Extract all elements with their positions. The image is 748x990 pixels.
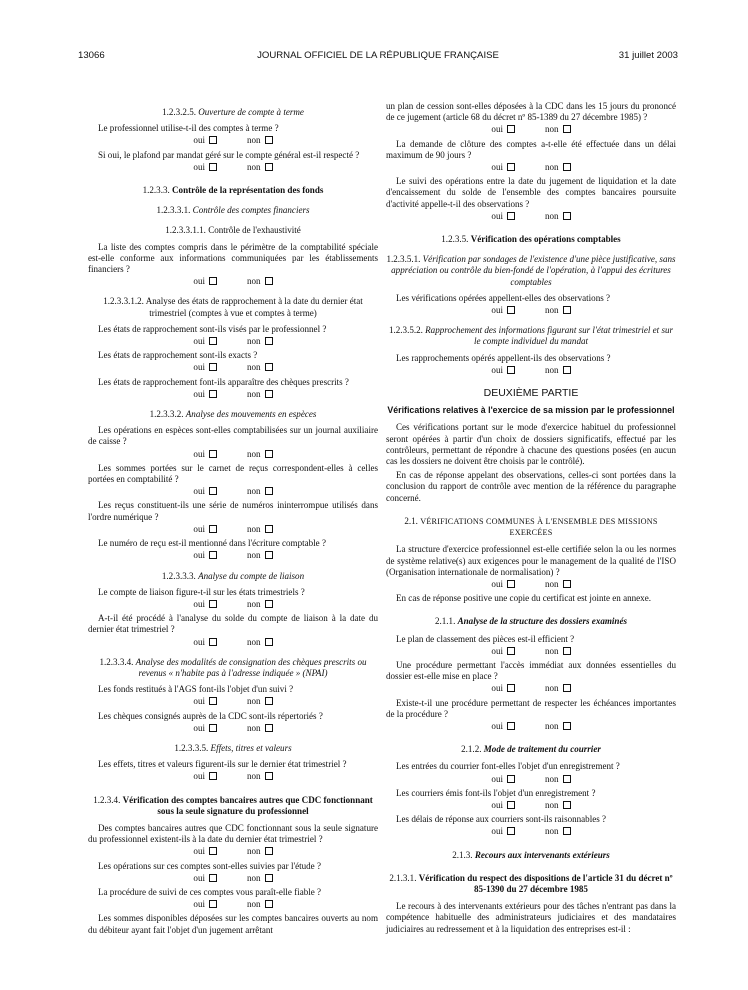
- yes-checkbox[interactable]: [507, 306, 515, 314]
- no-checkbox[interactable]: [563, 163, 571, 171]
- no-label: non: [544, 826, 559, 837]
- section-title: Analyse du compte de liaison: [198, 570, 305, 581]
- question-text: Les états de rapprochement sont-ils exacts ?: [98, 350, 258, 361]
- right-column: [386, 98, 676, 935]
- yes-label: oui: [491, 578, 503, 589]
- answer-row: [88, 276, 378, 287]
- yes-label: oui: [193, 448, 205, 459]
- question-text: A-t-il été procédé à l'analyse du solde du compte de liaison à la date du dernier état trimestriel ?: [88, 613, 378, 635]
- question-text: La structure d'exercice professionnel est-elle certifiée selon la ou les normes de système relative(s) aux exigences pour le management de la qualité de l'ISO (Organisation internationale de normalisation) ?: [386, 544, 676, 577]
- yes-checkbox[interactable]: [209, 551, 217, 559]
- no-checkbox[interactable]: [265, 136, 273, 144]
- section-title: Recours aux intervenants extérieurs: [474, 849, 610, 860]
- yes-label: oui: [491, 210, 503, 221]
- yes-checkbox[interactable]: [209, 638, 217, 646]
- no-checkbox[interactable]: [563, 212, 571, 220]
- no-label: non: [544, 645, 559, 656]
- no-label: non: [246, 771, 261, 782]
- question-text: Les délais de réponse aux courriers sont-ils raisonnables ?: [396, 814, 607, 825]
- answer-row: [88, 899, 378, 910]
- section-heading: [88, 657, 378, 679]
- question-text: Une procédure permettant l'accès immédiat aux données essentielles du dossier est-elle mise en place ?: [386, 659, 676, 682]
- yes-checkbox[interactable]: [507, 684, 515, 692]
- yes-label: oui: [193, 388, 205, 399]
- yes-label: oui: [193, 336, 205, 347]
- no-label: non: [246, 696, 261, 707]
- yes-checkbox[interactable]: [209, 450, 217, 458]
- section-number: 1.2.3.3.: [142, 185, 173, 196]
- question-text: Les états de rapprochement sont-ils visés par le professionnel ?: [98, 323, 327, 334]
- section-title: Effets, titres et valeurs: [210, 742, 292, 753]
- no-checkbox[interactable]: [265, 277, 273, 285]
- section-title: Analyse des mouvements en espèces: [185, 409, 317, 420]
- section-title: Mode de traitement du courrier: [483, 744, 601, 755]
- question-text: un plan de cession sont-elles déposées à la CDC dans les 15 jours du prononcé de ce jugement (article 68 du décret nº 85-1389 du 27 décembre 1985) ?: [386, 101, 676, 123]
- yes-checkbox[interactable]: [507, 163, 515, 171]
- yes-checkbox[interactable]: [209, 600, 217, 608]
- no-checkbox[interactable]: [265, 551, 273, 559]
- question-text: Si oui, le plafond par mandat géré sur le compte général est-il respecté ?: [98, 149, 360, 160]
- section-title: Analyse de la structure des dossiers examinés: [457, 616, 627, 627]
- section-number: 1.2.3.3.1.1.: [165, 225, 209, 236]
- no-checkbox[interactable]: [563, 827, 571, 835]
- page-number: 13066: [78, 50, 105, 61]
- no-checkbox[interactable]: [563, 366, 571, 374]
- left-column: [88, 98, 378, 936]
- answer-row: [386, 162, 676, 173]
- section-heading: [386, 744, 676, 755]
- section-heading: [88, 296, 378, 318]
- part-subtitle: Vérifications relatives à l'exercice de sa mission par le professionnel: [387, 405, 675, 416]
- section-number: 1.2.3.3.1.: [156, 205, 193, 216]
- section-title: Rapprochement des informations figurant sur l'état trimestriel et sur le compte individuel du mandat: [425, 325, 674, 347]
- section-number: 1.2.3.3.1.2.: [103, 296, 146, 307]
- no-label: non: [246, 846, 261, 857]
- answer-row: [386, 305, 676, 316]
- yes-checkbox[interactable]: [209, 900, 217, 908]
- yes-checkbox[interactable]: [507, 125, 515, 133]
- no-checkbox[interactable]: [265, 874, 273, 882]
- section-title: Vérification par sondages de l'existence d'une pièce justificative, sans appréciation ou contrôle du bien-fondé de l'opération, à l'appui des écritures comptables: [391, 254, 676, 287]
- answer-row: [88, 449, 378, 460]
- yes-checkbox[interactable]: [209, 487, 217, 495]
- no-label: non: [246, 336, 261, 347]
- yes-label: oui: [193, 636, 205, 647]
- no-checkbox[interactable]: [265, 487, 273, 495]
- no-checkbox[interactable]: [265, 390, 273, 398]
- section-title: Contrôle des comptes financiers: [192, 205, 310, 216]
- yes-label: oui: [193, 722, 205, 733]
- section-number: 2.1.2.: [461, 744, 484, 755]
- yes-checkbox[interactable]: [507, 580, 515, 588]
- answer-row: [386, 211, 676, 222]
- question-text: Les états de rapprochement font-ils apparaître des chèques prescrits ?: [98, 376, 349, 387]
- no-label: non: [544, 578, 559, 589]
- no-label: non: [544, 124, 559, 135]
- question-text: Les chèques consignés auprès de la CDC sont-ils répertoriés ?: [98, 710, 323, 721]
- no-checkbox[interactable]: [265, 772, 273, 780]
- no-checkbox[interactable]: [265, 600, 273, 608]
- yes-label: oui: [491, 645, 503, 656]
- section-heading: [386, 254, 676, 288]
- no-checkbox[interactable]: [563, 306, 571, 314]
- yes-checkbox[interactable]: [209, 525, 217, 533]
- answer-row: [88, 524, 378, 535]
- no-label: non: [246, 636, 261, 647]
- answer-row: [88, 846, 378, 857]
- journal-title: JOURNAL OFFICIEL DE LA RÉPUBLIQUE FRANÇAISE: [257, 50, 499, 61]
- yes-label: oui: [193, 486, 205, 497]
- section-number: 2.1.3.1.: [389, 872, 419, 883]
- section-title: Analyse des modalités de consignation des chèques prescrits ou revenus « n'habite pas à l'adresse indiquée » (NPAI): [135, 656, 367, 678]
- no-label: non: [246, 135, 261, 146]
- yes-label: oui: [193, 872, 205, 883]
- question-text: Les sommes portées sur le carnet de reçus correspondent-elles à celles portées en comptabilité ?: [88, 462, 378, 485]
- section-heading: [386, 234, 676, 245]
- no-checkbox[interactable]: [563, 801, 571, 809]
- no-label: non: [544, 799, 559, 810]
- yes-label: oui: [491, 799, 503, 810]
- yes-label: oui: [193, 135, 205, 146]
- yes-label: oui: [193, 523, 205, 534]
- section-number: 1.2.3.2.5.: [162, 107, 199, 117]
- no-checkbox[interactable]: [265, 900, 273, 908]
- yes-checkbox[interactable]: [507, 212, 515, 220]
- no-label: non: [246, 161, 261, 172]
- question-text: Les effets, titres et valeurs figurent-ils sur le dernier état trimestriel ?: [98, 759, 347, 770]
- answer-row: [88, 637, 378, 648]
- question-text: La liste des comptes compris dans le périmètre de la comptabilité spéciale est-elle conforme aux informations communiquées par les établissements financiers ?: [88, 241, 378, 275]
- no-label: non: [246, 598, 261, 609]
- yes-checkbox[interactable]: [507, 775, 515, 783]
- question-text: Les rapprochements opérés appellent-ils des observations ?: [396, 352, 611, 363]
- section-heading: [88, 185, 378, 196]
- no-checkbox[interactable]: [265, 638, 273, 646]
- section-heading: [88, 409, 378, 420]
- paragraph: Le recours à des intervenants extérieurs pour des tâches n'entrant pas dans la compétence habituelle des administrateurs judiciaires et des mandataires judiciaires au redressement et à la liquidation des entreprises est-il :: [386, 901, 676, 934]
- question-text: Les courriers émis font-ils l'objet d'un enregistrement ?: [396, 787, 596, 798]
- answer-row: [386, 124, 676, 135]
- section-number: 1.2.3.3.5.: [174, 742, 211, 753]
- section-number: 1.2.3.3.3.: [161, 570, 199, 581]
- answer-row: [88, 696, 378, 707]
- no-checkbox[interactable]: [265, 337, 273, 345]
- yes-checkbox[interactable]: [209, 772, 217, 780]
- no-label: non: [246, 523, 261, 534]
- answer-row: [88, 135, 378, 146]
- answer-row: [386, 683, 676, 694]
- part-title: DEUXIÈME PARTIE: [483, 387, 579, 400]
- answer-row: [88, 723, 378, 734]
- section-number: 1.2.3.5.: [441, 234, 471, 245]
- paragraph: Ces vérifications portant sur le mode d'exercice habituel du professionnel seront opérées à partir d'un choix de dossiers significatifs, effectué par les contrôleurs, permettant de répondre à chacune des questions posées (en aucun cas les dossiers ne doivent être choisis par le contrôlé).: [386, 422, 676, 467]
- section-title: Vérification des comptes bancaires autres que CDC fonctionnant sous la seule signature du professionnel: [122, 794, 373, 816]
- no-label: non: [544, 364, 559, 375]
- section-number: 1.2.3.5.1.: [386, 254, 423, 265]
- yes-label: oui: [193, 276, 205, 287]
- answer-row: [88, 486, 378, 497]
- question-text: Des comptes bancaires autres que CDC fonctionnant sous la seule signature du professionnel existent-ils à la date du dernier état trimestriel ?: [88, 822, 378, 845]
- answer-row: [386, 579, 676, 590]
- answer-row: [386, 365, 676, 376]
- section-heading: [386, 325, 676, 347]
- publication-date: 31 juillet 2003: [618, 50, 678, 61]
- no-checkbox[interactable]: [265, 450, 273, 458]
- question-text: En cas de réponse positive une copie du certificat est jointe en annexe.: [396, 593, 651, 604]
- yes-checkbox[interactable]: [209, 136, 217, 144]
- section-heading: [386, 850, 676, 861]
- no-label: non: [246, 899, 261, 910]
- no-label: non: [246, 550, 261, 561]
- section-number: 2.1.1.: [434, 616, 458, 627]
- section-heading: [88, 225, 378, 236]
- no-checkbox[interactable]: [265, 847, 273, 855]
- answer-row: [88, 550, 378, 561]
- no-checkbox[interactable]: [563, 684, 571, 692]
- question-text: Existe-t-il une procédure permettant de respecter les échéances importantes de la procédure ?: [386, 697, 676, 719]
- section-title: Analyse des états de rapprochement à la date du dernier état trimestriel (comptes à vue et comptes à terme): [145, 296, 363, 318]
- yes-label: oui: [193, 598, 205, 609]
- no-checkbox[interactable]: [265, 525, 273, 533]
- no-label: non: [246, 872, 261, 883]
- answer-row: [386, 774, 676, 785]
- yes-label: oui: [193, 362, 205, 373]
- section-title: Contrôle de la représentation des fonds: [172, 185, 324, 196]
- yes-checkbox[interactable]: [209, 724, 217, 732]
- section-heading: [88, 795, 378, 817]
- yes-label: oui: [193, 550, 205, 561]
- question-text: Les fonds restitués à l'AGS font-ils l'objet d'un suivi ?: [98, 684, 294, 695]
- yes-label: oui: [491, 305, 503, 316]
- no-label: non: [246, 276, 261, 287]
- question-text: Les sommes disponibles déposées sur les comptes bancaires ouverts au nom du débiteur ayant fait l'objet d'un jugement arrêtant: [88, 913, 378, 935]
- section-number: 2.1.: [404, 515, 421, 526]
- no-checkbox[interactable]: [563, 647, 571, 655]
- yes-checkbox[interactable]: [209, 390, 217, 398]
- question-text: Les reçus constituent-ils une série de numéros ininterrompue utilisés dans l'ordre numérique ?: [88, 500, 378, 522]
- section-heading: [386, 873, 676, 895]
- question-text: Le plan de classement des pièces est-il efficient ?: [396, 633, 575, 644]
- yes-label: oui: [491, 364, 503, 375]
- question-text: La procédure de suivi de ces comptes vous paraît-elle fiable ?: [98, 886, 322, 897]
- page-header: [78, 50, 678, 64]
- no-checkbox[interactable]: [563, 580, 571, 588]
- yes-label: oui: [491, 124, 503, 135]
- yes-checkbox[interactable]: [209, 337, 217, 345]
- yes-label: oui: [193, 696, 205, 707]
- no-checkbox[interactable]: [265, 697, 273, 705]
- answer-row: [88, 162, 378, 173]
- section-title: VÉRIFICATIONS COMMUNES À L'ENSEMBLE DES MISSIONS EXERCÉES: [420, 516, 658, 538]
- question-text: Les opérations sur ces comptes sont-elles suivies par l'étude ?: [98, 860, 321, 871]
- no-label: non: [544, 305, 559, 316]
- paragraph: En cas de réponse appelant des observations, celles-ci sont portées dans la conclusion du rapport de contrôle avec mention de la référence du paragraphe concerné.: [386, 470, 676, 503]
- yes-checkbox[interactable]: [507, 801, 515, 809]
- yes-label: oui: [491, 683, 503, 694]
- answer-row: [88, 599, 378, 610]
- question-text: La demande de clôture des comptes a-t-elle été effectuée dans un délai maximum de 90 jours ?: [386, 138, 676, 160]
- no-label: non: [246, 722, 261, 733]
- yes-label: oui: [193, 846, 205, 857]
- no-label: non: [246, 448, 261, 459]
- question-text: Le numéro de reçu est-il mentionné dans l'écriture comptable ?: [98, 538, 326, 549]
- no-checkbox[interactable]: [265, 724, 273, 732]
- no-label: non: [544, 683, 559, 694]
- answer-row: [88, 771, 378, 782]
- no-label: non: [544, 210, 559, 221]
- answer-row: [88, 389, 378, 400]
- question-text: Les opérations en espèces sont-elles comptabilisées sur un journal auxiliaire de caisse ?: [88, 425, 378, 447]
- question-text: Les vérifications opérées appellent-elles des observations ?: [396, 292, 611, 303]
- section-heading: [88, 571, 378, 582]
- section-heading: [386, 516, 676, 538]
- yes-checkbox[interactable]: [209, 277, 217, 285]
- question-text: Le compte de liaison figure-t-il sur les états trimestriels ?: [98, 586, 305, 597]
- no-checkbox[interactable]: [563, 722, 571, 730]
- no-label: non: [246, 362, 261, 373]
- answer-row: [88, 873, 378, 884]
- section-title: Vérification du respect des dispositions de l'article 31 du décret nº 85-1390 du 27 décembre 1985: [418, 872, 673, 894]
- section-number: 1.2.3.5.2.: [388, 325, 426, 336]
- answer-row: [386, 721, 676, 732]
- yes-checkbox[interactable]: [507, 366, 515, 374]
- yes-label: oui: [491, 773, 503, 784]
- section-title: Vérification des opérations comptables: [470, 234, 621, 245]
- no-checkbox[interactable]: [563, 775, 571, 783]
- no-label: non: [544, 720, 559, 731]
- no-label: non: [544, 773, 559, 784]
- section-number: 1.2.3.4.: [93, 794, 123, 805]
- yes-label: oui: [491, 162, 503, 173]
- section-heading: [386, 616, 676, 627]
- section-heading: [88, 107, 378, 118]
- no-checkbox[interactable]: [563, 125, 571, 133]
- yes-label: oui: [491, 826, 503, 837]
- no-label: non: [246, 486, 261, 497]
- section-heading: [88, 743, 378, 754]
- no-checkbox[interactable]: [265, 363, 273, 371]
- yes-label: oui: [193, 771, 205, 782]
- section-title: Contrôle de l'exhaustivité: [208, 225, 301, 236]
- yes-checkbox[interactable]: [507, 827, 515, 835]
- answer-row: [386, 646, 676, 657]
- section-number: 1.2.3.3.4.: [99, 656, 136, 667]
- no-label: non: [544, 162, 559, 173]
- yes-checkbox[interactable]: [209, 847, 217, 855]
- answer-row: [88, 362, 378, 373]
- no-checkbox[interactable]: [265, 163, 273, 171]
- yes-label: oui: [491, 720, 503, 731]
- answer-row: [88, 336, 378, 347]
- yes-checkbox[interactable]: [507, 722, 515, 730]
- yes-checkbox[interactable]: [209, 697, 217, 705]
- section-number: 2.1.3.: [452, 849, 475, 860]
- section-title: Ouverture de compte à terme: [198, 107, 304, 117]
- answer-row: [386, 800, 676, 811]
- yes-checkbox[interactable]: [209, 874, 217, 882]
- yes-label: oui: [193, 899, 205, 910]
- yes-label: oui: [193, 161, 205, 172]
- yes-checkbox[interactable]: [209, 163, 217, 171]
- section-number: 1.2.3.3.2.: [149, 409, 186, 420]
- yes-checkbox[interactable]: [507, 647, 515, 655]
- section-heading: [88, 205, 378, 216]
- question-text: Le suivi des opérations entre la date du jugement de liquidation et la date d'encaissement du solde de l'ensemble des comptes bancaires poursuite d'activité appelle-t-il des observations ?: [386, 176, 676, 209]
- no-label: non: [246, 388, 261, 399]
- question-text: Le professionnel utilise-t-il des comptes à terme ?: [98, 123, 279, 134]
- yes-checkbox[interactable]: [209, 363, 217, 371]
- answer-row: [386, 826, 676, 837]
- question-text: Les entrées du courrier font-elles l'objet d'un enregistrement ?: [396, 761, 620, 772]
